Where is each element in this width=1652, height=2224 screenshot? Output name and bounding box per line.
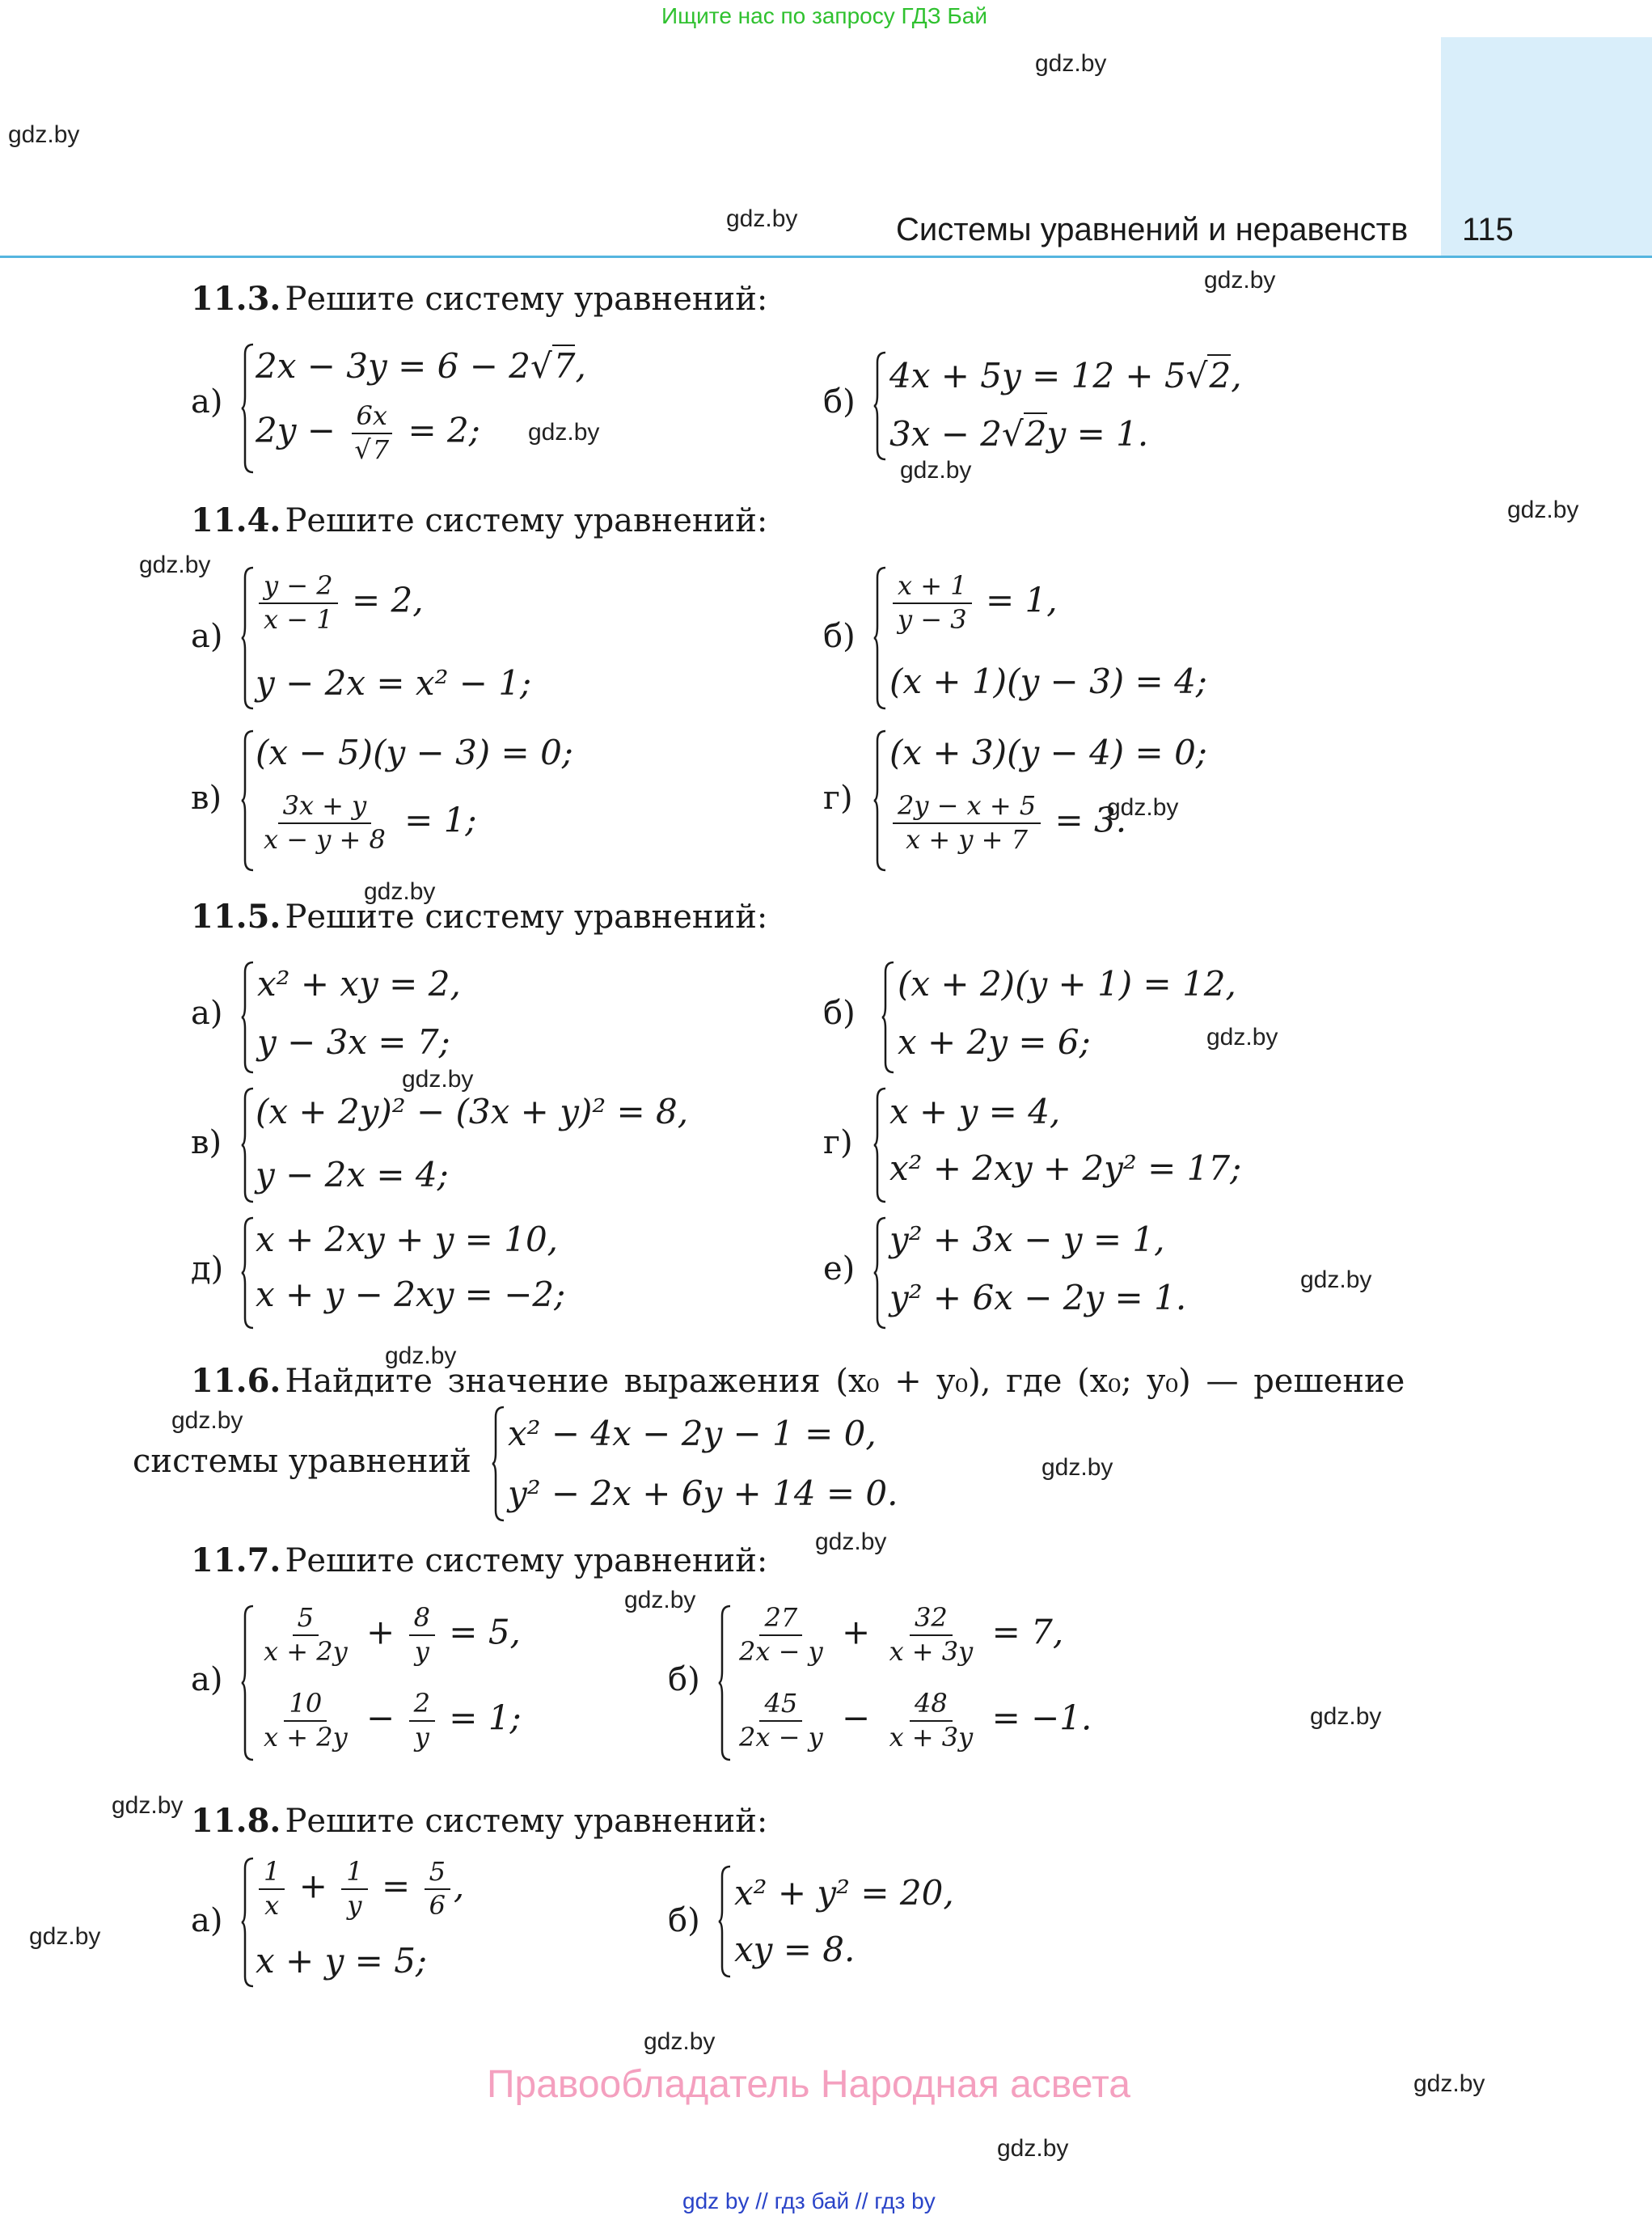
- system-brace: [241, 1857, 256, 1988]
- equation: y − 2x = x² − 1;: [256, 663, 532, 703]
- label-b: б): [668, 1661, 700, 1698]
- watermark: gdz.by: [1041, 1454, 1113, 1481]
- equation: (x + 2)(y + 1) = 12,: [898, 964, 1236, 1004]
- equation: y² + 3x − y = 1,: [889, 1220, 1165, 1259]
- equation: x + y = 4,: [889, 1092, 1061, 1131]
- watermark: gdz.by: [1507, 497, 1579, 523]
- watermark: gdz.by: [112, 1792, 184, 1819]
- label-g: г): [823, 1124, 853, 1161]
- system-brace: [241, 1605, 256, 1761]
- system-brace: [873, 351, 888, 461]
- label-g: г): [823, 780, 853, 817]
- watermark: gdz.by: [644, 2028, 716, 2055]
- equation: x² + y² = 20,: [734, 1873, 954, 1913]
- watermark: gdz.by: [385, 1342, 457, 1369]
- label-a: а): [191, 995, 223, 1032]
- equation: $\frac{y - 2}{x - 1}$ = 2,: [256, 573, 424, 633]
- equation: x + 2xy + y = 10,: [256, 1220, 559, 1259]
- watermark: gdz.by: [1204, 267, 1276, 294]
- equation: (x − 5)(y − 3) = 0;: [256, 733, 573, 772]
- watermark: gdz.by: [726, 205, 798, 232]
- watermark: gdz.by: [29, 1923, 101, 1950]
- header-rule: [0, 256, 1652, 258]
- task-11-4-heading: 11.4. Решите систему уравнений:: [191, 501, 768, 539]
- task-11-3-heading: 11.3. Решите систему уравнений:: [191, 280, 768, 318]
- equation: $\frac{27}{2x - y}$ + $\frac{32}{x + 3y}$ = 7,: [739, 1602, 1064, 1667]
- watermark: gdz.by: [1413, 2070, 1485, 2097]
- watermark: gdz.by: [1107, 794, 1179, 821]
- system-brace: [873, 729, 888, 872]
- equation: x² − 4x − 2y − 1 = 0,: [508, 1414, 877, 1453]
- equation: y² + 6x − 2y = 1.: [889, 1278, 1187, 1317]
- equation: $\frac{5}{x + 2y}$ + $\frac{8}{y}$ = 5,: [264, 1602, 521, 1667]
- equation: y − 3x = 7;: [257, 1022, 450, 1062]
- equation: y − 2x = 4;: [256, 1155, 449, 1194]
- equation: x + y − 2xy = −2;: [256, 1275, 566, 1314]
- equation: (x + 2y)² − (3x + y)² = 8,: [256, 1092, 689, 1131]
- footer-links[interactable]: gdz by // гдз бай // гдз by: [682, 2188, 936, 2213]
- equation: y² − 2x + 6y + 14 = 0.: [508, 1474, 898, 1513]
- system-brace: [241, 1087, 256, 1203]
- equation: $\frac{45}{2x - y}$ − $\frac{48}{x + 3y}$ = −1.: [739, 1688, 1092, 1753]
- watermark: gdz.by: [8, 121, 80, 148]
- watermark: gdz.by: [900, 457, 972, 484]
- task-11-6-heading: 11.6. Найдите значение выражения (x₀ + y₀), где (x₀; y₀) — решение: [191, 1362, 1405, 1400]
- equation: x² + xy = 2,: [257, 964, 461, 1004]
- task-11-8-heading: 11.8. Решите систему уравнений:: [191, 1802, 768, 1840]
- label-a: а): [191, 383, 223, 421]
- watermark: gdz.by: [364, 878, 436, 905]
- equation: 4x + 5y = 12 + 5√2,: [889, 356, 1242, 395]
- watermark: gdz.by: [1300, 1266, 1372, 1293]
- watermark: gdz.by: [171, 1407, 243, 1434]
- equation: $\frac{10}{x + 2y}$ − $\frac{2}{y}$ = 1;: [264, 1688, 522, 1753]
- watermark: gdz.by: [815, 1528, 887, 1555]
- label-a: а): [191, 1902, 223, 1939]
- equation: xy = 8.: [734, 1930, 856, 1969]
- equation: 2y − $\frac{6x}{√7}$ = 2;: [256, 400, 480, 465]
- system-brace: [241, 961, 256, 1074]
- system-brace: [873, 1216, 888, 1330]
- task-11-7-heading: 11.7. Решите систему уравнений:: [191, 1541, 768, 1579]
- equation: (x + 3)(y − 4) = 0;: [889, 733, 1207, 772]
- system-brace: [241, 566, 256, 710]
- label-b: б): [823, 618, 856, 655]
- watermark: gdz.by: [1206, 1024, 1278, 1051]
- section-title: Системы уравнений и неравенств: [896, 212, 1409, 247]
- equation: (x + 1)(y − 3) = 4;: [889, 662, 1207, 701]
- equation: 3x − 2√2y = 1.: [889, 414, 1149, 454]
- label-b: б): [668, 1902, 700, 1939]
- system-brace: [718, 1865, 733, 1978]
- label-a: а): [191, 1661, 223, 1698]
- watermark: gdz.by: [402, 1066, 474, 1093]
- equation: $\frac{x + 1}{y - 3}$ = 1,: [889, 573, 1058, 633]
- equation: $\frac{2y - x + 5}{x + y + 7}$ = 3.: [889, 793, 1126, 853]
- equation: x + 2y = 6;: [898, 1022, 1091, 1062]
- system-brace: [241, 729, 256, 872]
- watermark: gdz.by: [139, 552, 211, 578]
- task-11-6-text: системы уравнений: [133, 1443, 471, 1480]
- equation: x + y = 5;: [256, 1941, 428, 1981]
- label-b: б): [823, 383, 856, 421]
- equation: 2x − 3y = 6 − 2√7,: [256, 346, 586, 386]
- watermark: gdz.by: [1310, 1703, 1382, 1730]
- watermark: gdz.by: [528, 419, 600, 446]
- watermark: gdz.by: [624, 1587, 696, 1613]
- label-e: е): [823, 1250, 856, 1287]
- system-brace: [873, 566, 888, 710]
- equation: x² + 2xy + 2y² = 17;: [889, 1148, 1242, 1188]
- copyright-note: Правообладатель Народная асвета: [487, 2063, 1130, 2106]
- system-brace: [241, 1216, 256, 1330]
- task-11-5-heading: 11.5. Решите систему уравнений:: [191, 898, 768, 936]
- label-d: д): [191, 1250, 224, 1287]
- system-brace: [241, 343, 256, 474]
- label-b: б): [823, 995, 856, 1032]
- label-v: в): [191, 780, 222, 817]
- label-a: а): [191, 618, 223, 655]
- watermark: gdz.by: [997, 2135, 1069, 2162]
- system-brace: [881, 961, 896, 1074]
- watermark: gdz.by: [1035, 50, 1107, 77]
- top-banner[interactable]: Ищите нас по запросу ГДЗ Бай: [661, 3, 988, 28]
- system-brace: [492, 1406, 506, 1522]
- page-number: 115: [1462, 212, 1514, 247]
- label-v: в): [191, 1124, 222, 1161]
- system-brace: [873, 1087, 888, 1203]
- equation: $\frac{1}{x}$ + $\frac{1}{y}$ = $\frac{5}{6}$ ,: [256, 1858, 464, 1919]
- equation: $\frac{3x + y}{x - y + 8}$ = 1;: [264, 790, 477, 855]
